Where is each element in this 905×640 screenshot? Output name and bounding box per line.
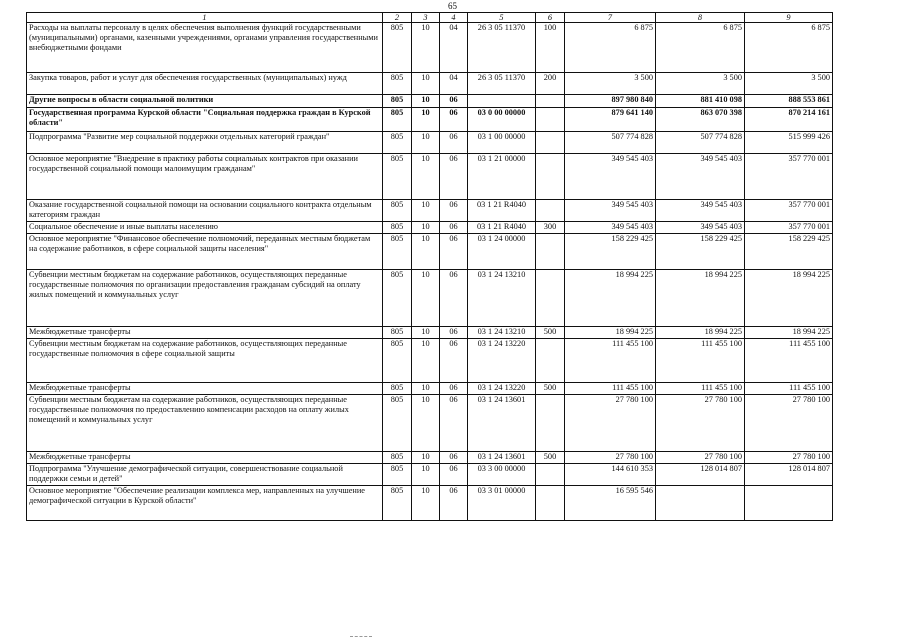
amount-year-1: 111 455 100 — [565, 339, 656, 383]
column-header: 2 — [383, 13, 412, 23]
amount-year-1: 144 610 353 — [565, 464, 656, 486]
amount-year-1: 897 980 840 — [565, 95, 656, 108]
scan-mark — [350, 636, 372, 638]
grbs-code: 805 — [383, 270, 412, 327]
amount-year-1: 3 500 — [565, 73, 656, 95]
table-row — [27, 108, 833, 132]
amount-year-2: 18 994 225 — [656, 327, 745, 339]
row-name: Социальное обеспечение и иные выплаты населению — [27, 222, 383, 234]
section-code: 10 — [412, 327, 440, 339]
amount-year-3: 357 770 001 — [745, 222, 833, 234]
target-article-code: 03 1 24 13601 — [468, 395, 536, 452]
target-article-code: 03 1 21 00000 — [468, 154, 536, 200]
section-code: 10 — [412, 154, 440, 200]
amount-year-2: 507 774 828 — [656, 132, 745, 154]
amount-year-2: 349 545 403 — [656, 154, 745, 200]
amount-year-1: 27 780 100 — [565, 452, 656, 464]
grbs-code: 805 — [383, 23, 412, 73]
table-row — [27, 486, 833, 521]
table-row — [27, 154, 833, 200]
row-name: Государственная программа Курской области "Социальная поддержка граждан в Курской области" — [27, 108, 383, 132]
amount-year-2 — [656, 486, 745, 521]
amount-year-3: 357 770 001 — [745, 200, 833, 222]
target-article-code: 03 3 00 00000 — [468, 464, 536, 486]
subsection-code: 06 — [440, 327, 468, 339]
amount-year-3: 27 780 100 — [745, 395, 833, 452]
row-name: Основное мероприятие "Финансовое обеспечение полномочий, переданных местным бюджетам на содержание работников, в сфере социальной защиты населения" — [27, 234, 383, 270]
table-row — [27, 383, 833, 395]
amount-year-3: 111 455 100 — [745, 383, 833, 395]
column-number-row — [27, 13, 833, 23]
table-row — [27, 464, 833, 486]
table-row — [27, 234, 833, 270]
section-code: 10 — [412, 95, 440, 108]
amount-year-3: 18 994 225 — [745, 327, 833, 339]
amount-year-2: 6 875 — [656, 23, 745, 73]
subsection-code: 06 — [440, 464, 468, 486]
amount-year-1: 18 994 225 — [565, 270, 656, 327]
target-article-code: 03 1 24 00000 — [468, 234, 536, 270]
target-article-code: 03 1 24 13220 — [468, 383, 536, 395]
grbs-code: 805 — [383, 95, 412, 108]
amount-year-1: 6 875 — [565, 23, 656, 73]
expense-type-code: 500 — [536, 452, 565, 464]
row-name: Расходы на выплаты персоналу в целях обеспечения выполнения функций государственными (муниципальными) органами, казенными учреждениями, органами управления государственными внебюджетными фондами — [27, 23, 383, 73]
table-row — [27, 270, 833, 327]
row-name: Другие вопросы в области социальной политики — [27, 95, 383, 108]
subsection-code: 06 — [440, 234, 468, 270]
subsection-code: 06 — [440, 486, 468, 521]
target-article-code: 03 1 24 13210 — [468, 270, 536, 327]
expense-type-code — [536, 234, 565, 270]
row-name: Основное мероприятие "Обеспечение реализации комплекса мер, направленных на улучшение демографической ситуации в Курской области" — [27, 486, 383, 521]
section-code: 10 — [412, 132, 440, 154]
section-code: 10 — [412, 464, 440, 486]
row-name: Межбюджетные трансферты — [27, 383, 383, 395]
grbs-code: 805 — [383, 108, 412, 132]
row-name: Закупка товаров, работ и услуг для обеспечения государственных (муниципальных) нужд — [27, 73, 383, 95]
expense-type-code: 500 — [536, 327, 565, 339]
amount-year-3: 357 770 001 — [745, 154, 833, 200]
table-row — [27, 395, 833, 452]
column-header: 4 — [440, 13, 468, 23]
section-code: 10 — [412, 200, 440, 222]
section-code: 10 — [412, 452, 440, 464]
amount-year-3: 3 500 — [745, 73, 833, 95]
expense-type-code — [536, 395, 565, 452]
section-code: 10 — [412, 395, 440, 452]
row-name: Основное мероприятие "Внедрение в практику работы социальных контрактов при оказании государственной социальной помощи малоимущим гражданам" — [27, 154, 383, 200]
amount-year-2: 349 545 403 — [656, 200, 745, 222]
table-body — [27, 23, 833, 521]
subsection-code: 06 — [440, 108, 468, 132]
table-row — [27, 222, 833, 234]
amount-year-1: 349 545 403 — [565, 154, 656, 200]
section-code: 10 — [412, 270, 440, 327]
section-code: 10 — [412, 222, 440, 234]
amount-year-2: 18 994 225 — [656, 270, 745, 327]
amount-year-3: 18 994 225 — [745, 270, 833, 327]
amount-year-1: 507 774 828 — [565, 132, 656, 154]
target-article-code: 03 1 21 R4040 — [468, 200, 536, 222]
budget-table — [26, 12, 833, 521]
table-row — [27, 327, 833, 339]
target-article-code: 03 1 24 13210 — [468, 327, 536, 339]
expense-type-code — [536, 132, 565, 154]
grbs-code: 805 — [383, 73, 412, 95]
expense-type-code — [536, 486, 565, 521]
amount-year-1: 349 545 403 — [565, 200, 656, 222]
grbs-code: 805 — [383, 327, 412, 339]
subsection-code: 06 — [440, 222, 468, 234]
amount-year-3 — [745, 486, 833, 521]
amount-year-2: 349 545 403 — [656, 222, 745, 234]
grbs-code: 805 — [383, 132, 412, 154]
amount-year-3: 6 875 — [745, 23, 833, 73]
grbs-code: 805 — [383, 154, 412, 200]
target-article-code: 03 0 00 00000 — [468, 108, 536, 132]
table-row — [27, 132, 833, 154]
column-header: 5 — [468, 13, 536, 23]
expense-type-code — [536, 154, 565, 200]
column-header: 3 — [412, 13, 440, 23]
column-header: 1 — [27, 13, 383, 23]
section-code: 10 — [412, 383, 440, 395]
grbs-code: 805 — [383, 464, 412, 486]
row-name: Подпрограмма "Развитие мер социальной поддержки отдельных категорий граждан" — [27, 132, 383, 154]
subsection-code: 06 — [440, 339, 468, 383]
amount-year-2: 3 500 — [656, 73, 745, 95]
amount-year-2: 863 070 398 — [656, 108, 745, 132]
amount-year-1: 349 545 403 — [565, 222, 656, 234]
amount-year-3: 888 553 861 — [745, 95, 833, 108]
amount-year-2: 111 455 100 — [656, 383, 745, 395]
expense-type-code — [536, 270, 565, 327]
section-code: 10 — [412, 23, 440, 73]
target-article-code: 03 1 00 00000 — [468, 132, 536, 154]
grbs-code: 805 — [383, 383, 412, 395]
grbs-code: 805 — [383, 200, 412, 222]
amount-year-2: 27 780 100 — [656, 395, 745, 452]
subsection-code: 06 — [440, 395, 468, 452]
section-code: 10 — [412, 339, 440, 383]
subsection-code: 06 — [440, 154, 468, 200]
row-name: Субвенции местным бюджетам на содержание работников, осуществляющих переданные государственные полномочия по предоставлению компенсации расходов на оплату жилых помещений и коммунальных услуг — [27, 395, 383, 452]
table-row — [27, 339, 833, 383]
amount-year-3: 128 014 807 — [745, 464, 833, 486]
subsection-code: 04 — [440, 23, 468, 73]
row-name: Субвенции местным бюджетам на содержание работников, осуществляющих переданные государственные полномочия по организации предоставления гражданам субсидий на оплату жилых помещений и коммунальных услуг — [27, 270, 383, 327]
amount-year-3: 27 780 100 — [745, 452, 833, 464]
row-name: Оказание государственной социальной помощи на основании социального контракта отдельным категориям граждан — [27, 200, 383, 222]
subsection-code: 06 — [440, 200, 468, 222]
amount-year-1: 27 780 100 — [565, 395, 656, 452]
expense-type-code — [536, 464, 565, 486]
amount-year-3: 158 229 425 — [745, 234, 833, 270]
table-row — [27, 23, 833, 73]
row-name: Межбюджетные трансферты — [27, 452, 383, 464]
table-row — [27, 200, 833, 222]
amount-year-1: 16 595 546 — [565, 486, 656, 521]
amount-year-3: 515 999 426 — [745, 132, 833, 154]
page-number: 65 — [448, 1, 457, 11]
grbs-code: 805 — [383, 234, 412, 270]
target-article-code: 26 3 05 11370 — [468, 23, 536, 73]
expense-type-code: 200 — [536, 73, 565, 95]
target-article-code: 03 3 01 00000 — [468, 486, 536, 521]
expense-type-code: 500 — [536, 383, 565, 395]
expense-type-code — [536, 200, 565, 222]
subsection-code: 06 — [440, 270, 468, 327]
grbs-code: 805 — [383, 452, 412, 464]
table-row — [27, 452, 833, 464]
amount-year-1: 158 229 425 — [565, 234, 656, 270]
amount-year-2: 27 780 100 — [656, 452, 745, 464]
row-name: Межбюджетные трансферты — [27, 327, 383, 339]
amount-year-2: 128 014 807 — [656, 464, 745, 486]
section-code: 10 — [412, 73, 440, 95]
subsection-code: 04 — [440, 73, 468, 95]
amount-year-2: 881 410 098 — [656, 95, 745, 108]
expense-type-code: 100 — [536, 23, 565, 73]
amount-year-3: 111 455 100 — [745, 339, 833, 383]
table-row — [27, 73, 833, 95]
column-header: 8 — [656, 13, 745, 23]
target-article-code: 03 1 24 13601 — [468, 452, 536, 464]
expense-type-code — [536, 339, 565, 383]
expense-type-code — [536, 95, 565, 108]
table-row — [27, 95, 833, 108]
expense-type-code — [536, 108, 565, 132]
grbs-code: 805 — [383, 339, 412, 383]
row-name: Подпрограмма "Улучшение демографической ситуации, совершенствование социальной поддержки семьи и детей" — [27, 464, 383, 486]
grbs-code: 805 — [383, 222, 412, 234]
column-header: 9 — [745, 13, 833, 23]
subsection-code: 06 — [440, 132, 468, 154]
section-code: 10 — [412, 108, 440, 132]
column-header: 7 — [565, 13, 656, 23]
target-article-code — [468, 95, 536, 108]
section-code: 10 — [412, 486, 440, 521]
expense-type-code: 300 — [536, 222, 565, 234]
amount-year-3: 870 214 161 — [745, 108, 833, 132]
subsection-code: 06 — [440, 452, 468, 464]
row-name: Субвенции местным бюджетам на содержание работников, осуществляющих переданные государственные полномочия в сфере социальной защиты — [27, 339, 383, 383]
subsection-code: 06 — [440, 95, 468, 108]
amount-year-1: 111 455 100 — [565, 383, 656, 395]
target-article-code: 03 1 24 13220 — [468, 339, 536, 383]
section-code: 10 — [412, 234, 440, 270]
amount-year-2: 111 455 100 — [656, 339, 745, 383]
target-article-code: 26 3 05 11370 — [468, 73, 536, 95]
grbs-code: 805 — [383, 395, 412, 452]
grbs-code: 805 — [383, 486, 412, 521]
amount-year-1: 18 994 225 — [565, 327, 656, 339]
subsection-code: 06 — [440, 383, 468, 395]
amount-year-2: 158 229 425 — [656, 234, 745, 270]
column-header: 6 — [536, 13, 565, 23]
amount-year-1: 879 641 140 — [565, 108, 656, 132]
target-article-code: 03 1 21 R4040 — [468, 222, 536, 234]
